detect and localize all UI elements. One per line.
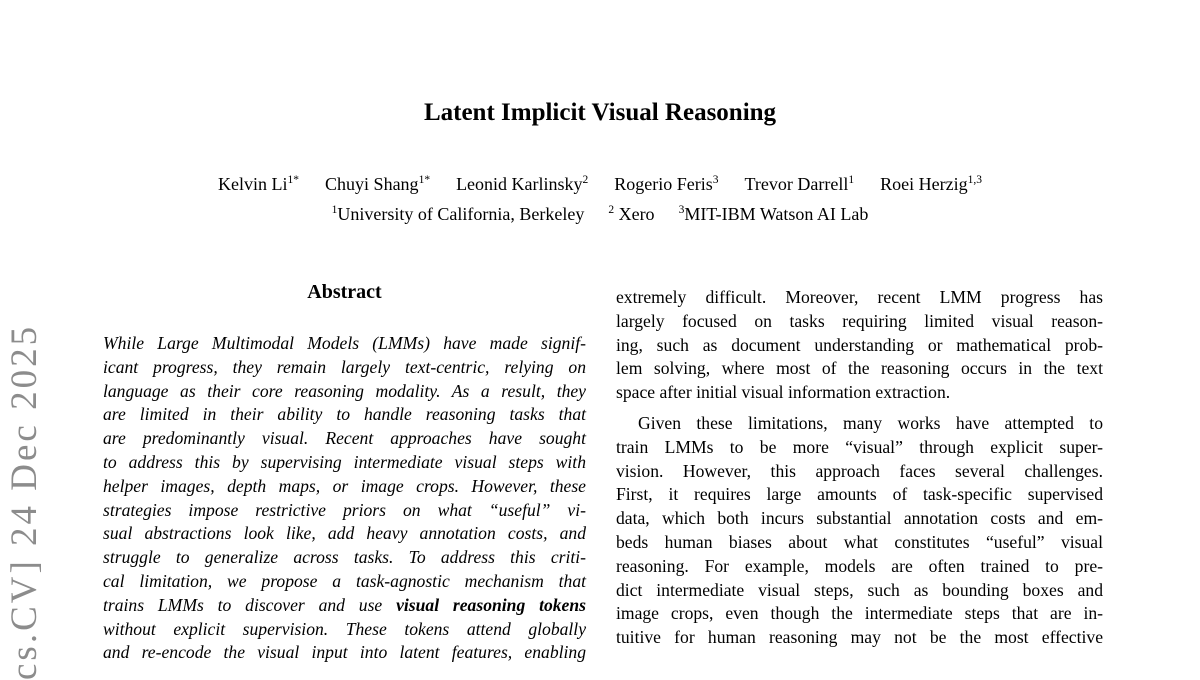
body-line: Given these limitations, many works have attempted to (638, 412, 1103, 433)
affiliation-superscript: 1 (331, 204, 338, 216)
abstract-line: sual abstractions look like, add heavy annotation costs, and (103, 523, 586, 544)
abstract-line: helper images, depth maps, or image crops. However, these (103, 475, 586, 496)
affiliation (332, 204, 585, 224)
body-line: train LMMs to be more “visual” through explicit super- (616, 436, 1103, 457)
abstract-line: and re-encode the visual input into latent features, enabling (103, 642, 586, 663)
abstract-line: cal limitation, we propose a task-agnostic mechanism that (103, 570, 586, 591)
body-line: ing, such as document understanding or mathematical prob- (616, 334, 1103, 355)
affiliation-name: MIT-IBM Watson AI Lab (684, 204, 869, 224)
author-affiliation-superscript: 1 (848, 174, 855, 186)
author-name: Chuyi Shang (325, 174, 419, 194)
author-affiliation-superscript: 1* (287, 174, 300, 186)
body-paragraph-1 (616, 286, 1103, 405)
bold-phrase: visual reasoning tokens (396, 594, 586, 615)
abstract-line: struggle to generalize across tasks. To address this criti- (103, 547, 586, 568)
abstract-line: without explicit supervision. These tokens attend globally (103, 618, 586, 639)
author-name: Kelvin Li (218, 174, 288, 194)
body-line: space after initial visual information extraction. (616, 382, 951, 403)
abstract-line: language as their core reasoning modality. As a result, they (103, 380, 586, 401)
body-line: largely focused on tasks requiring limited visual reason- (616, 310, 1103, 331)
body-line: tuitive for human reasoning may not be the most effective (616, 627, 1103, 648)
paper-title: Latent Implicit Visual Reasoning (423, 99, 777, 126)
body-line: reasoning. For example, models are often trained to pre- (616, 555, 1103, 576)
author (325, 174, 430, 194)
author-affiliation-superscript: 1,3 (967, 174, 982, 186)
author-name: Rogerio Feris (614, 174, 713, 194)
arxiv-banner: cs.CV] 24 Dec 2025 (4, 323, 45, 680)
affiliation (679, 204, 869, 224)
abstract-line: are predominantly visual. Recent approaches have sought (103, 428, 586, 449)
author-name: Leonid Karlinsky (456, 174, 583, 194)
abstract-line: to address this by supervising intermediate visual steps with (103, 451, 586, 472)
author (880, 174, 982, 194)
author-affiliation-superscript: 1* (418, 174, 431, 186)
author-name: Roei Herzig (880, 174, 968, 194)
abstract-body (103, 332, 586, 665)
body-line: lem solving, where most of the reasoning occurs in the text (616, 358, 1103, 379)
left-column (103, 281, 586, 665)
affiliation-superscript: 3 (678, 204, 685, 216)
affiliation (608, 204, 654, 224)
author-affiliation-superscript: 3 (712, 174, 719, 186)
body-line: vision. However, this approach faces several challenges. (616, 460, 1103, 481)
body-line: dict intermediate visual steps, such as bounding boxes and (616, 579, 1103, 600)
body-line: image crops, even though the intermediate steps that are in- (616, 603, 1103, 624)
affiliation-list (0, 204, 1200, 225)
abstract-heading: Abstract (307, 281, 382, 303)
author-name: Trevor Darrell (744, 174, 849, 194)
author (218, 174, 299, 194)
abstract-line: While Large Multimodal Models (LMMs) have made signif- (103, 333, 586, 353)
body-line: First, it requires large amounts of task-specific supervised (616, 484, 1103, 505)
affiliation-name: Xero (614, 204, 655, 224)
body-paragraph-2 (616, 412, 1103, 650)
author-list (0, 174, 1200, 195)
author (456, 174, 588, 194)
body-line: extremely difficult. Moreover, recent LMM progress has (616, 287, 1103, 307)
abstract-line: icant progress, they remain largely text-centric, relying on (103, 356, 586, 377)
body-line: beds human biases about what constitutes “useful” visual (616, 531, 1103, 552)
body-line: data, which both incurs substantial annotation costs and em- (616, 508, 1103, 529)
author (745, 174, 855, 194)
right-column (616, 286, 1103, 650)
abstract-line: strategies impose restrictive priors on what “useful” vi- (103, 499, 586, 520)
author (614, 174, 718, 194)
abstract-line: are limited in their ability to handle reasoning tasks that (103, 404, 586, 425)
affiliation-superscript: 2 (608, 204, 615, 216)
affiliation-name: University of California, Berkeley (337, 204, 585, 224)
author-affiliation-superscript: 2 (582, 174, 589, 186)
abstract-line: trains LMMs to discover and use visual reasoning tokens (103, 594, 586, 615)
